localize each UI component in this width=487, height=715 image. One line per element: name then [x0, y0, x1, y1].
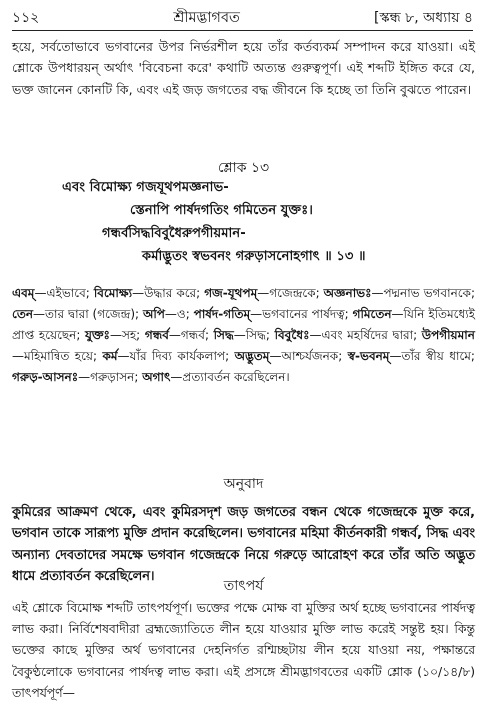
- synonym-meaning: যিনি ইতিমধ্যেই প্রাপ্ত হয়েছেন;: [12, 306, 475, 342]
- translation-heading: অনুবাদ: [223, 476, 264, 492]
- synonym-meaning: গন্ধর্ব;: [180, 327, 209, 342]
- synonym-word: অজ্ঞনাভঃ: [323, 286, 372, 300]
- synonym-word: কর্ম: [102, 348, 118, 363]
- verse-heading: শ্লোক ১৩: [217, 160, 270, 176]
- page-number: ১১২: [12, 10, 40, 26]
- verse-line: স্তেনাপি পার্ষদগতিং গমিতেন যুক্তঃ।: [130, 203, 313, 218]
- synonym-meaning: প্রত্যাবর্তন করেছিলেন।: [182, 369, 290, 384]
- synonym-word: গন্ধর্ব: [144, 327, 169, 342]
- synonym-meaning: এবং মহর্ষিদের দ্বারা;: [321, 327, 418, 342]
- synonym-meaning: সহ;: [121, 327, 141, 342]
- synonym-word: অদ্ভুতম্: [234, 348, 270, 363]
- purport-heading: তাৎপর্য: [223, 578, 264, 594]
- synonym-meaning: ভগবানের পার্ষদত্ব;: [262, 306, 349, 321]
- synonym-word: অপি: [142, 306, 165, 321]
- synonym-word: বিমোক্ষ্য: [93, 286, 133, 300]
- synonyms-block: এবম্—এইভাবে; বিমোক্ষ্য—উদ্ধার করে; গজ-যূথপম্—গজেন্দ্রকে; অজ্ঞনাভঃ—পদ্মনাভ ভগবানকে; তেন—তার দ্বারা (গজেন্দ্র); অপি—ও; পার্ষদ-গতিম্—ভগবানের পার্ষদত্ব; গমিতেন—যিনি ইতিমধ্যেই প্রাপ্ত হয়েছেন; যুক্তঃ—সহ; গন্ধর্ব—গন্ধর্ব; সিদ্ধ—সিদ্ধ; বিবুধৈঃ—এবং মহর্ষিদের দ্বারা; উপগীয়মান—মহিমান্বিত হয়ে; কর্ম—যাঁর দিব্য কার্যকলাপ; অদ্ভুতম্—আশ্চর্যজনক; স্ব-ভবনম্—তাঁর স্বীয় ধামে; গরুড়-আসনঃ—গরুড়াসন; অগাৎ—প্রত্যাবর্তন করেছিলেন।: [12, 286, 475, 384]
- synonym-meaning: সিদ্ধ;: [245, 327, 270, 342]
- synonym-word: এবম্: [12, 286, 35, 300]
- synonym-meaning: ও;: [176, 306, 190, 321]
- verse-line: গন্ধর্বসিদ্ধবিবুধৈরুপগীয়মান-: [102, 226, 246, 241]
- intro-paragraph: হয়ে, সর্বতোভাবে ভগবানের উপর নির্ভরশীল হয়ে তাঁর কর্তব্যকর্ম সম্পাদন করে যাওয়া। এই শ্লোকে উপধারয়ন্ অর্থাৎ 'বিবেচনা করে' কথাটি অত্যন্ত গুরুত্বপূর্ণ। এই শব্দটি ইঙ্গিত করে যে, ভক্ত জানেন কোনটি কি, এবং এই জড় জগতের বদ্ধ জীবনে কি হচ্ছে তা তিনি বুঝতে পারেন।: [12, 39, 475, 97]
- synonym-word: যুক্তঃ: [84, 327, 110, 342]
- synonym-word: সিদ্ধ: [213, 327, 234, 342]
- synonym-word: স্ব-ভবনম্: [347, 348, 390, 363]
- synonym-meaning: তার দ্বারা (গজেন্দ্র);: [45, 306, 140, 321]
- synonym-word: উপগীয়মান: [421, 327, 475, 342]
- synonym-word: তেন: [12, 306, 34, 321]
- synonym-meaning: এইভাবে;: [46, 286, 90, 300]
- synonym-word: বিবুধৈঃ: [274, 327, 310, 342]
- chapter-reference: [স্কন্ধ ৮, অধ্যায় ৪: [374, 10, 473, 26]
- sanskrit-verse: [50, 176, 457, 268]
- verse-line: এবং বিমোক্ষ্য গজযূথপমজ্ঞনাভ-: [62, 180, 229, 195]
- page-header: [12, 6, 473, 31]
- synonym-meaning: যাঁর দিব্য কার্যকলাপ;: [129, 348, 230, 363]
- book-title: শ্রীমদ্ভাগবত: [173, 10, 240, 26]
- verse-line: কর্মাদ্ভুতং স্বভবনং গরুড়াসনোহগাৎ ॥ ১৩ ॥: [142, 249, 366, 264]
- synonym-meaning: তাঁর স্বীয় ধামে;: [401, 348, 475, 363]
- purport-paragraph: এই শ্লোকে বিমোক্ষ শব্দটি তাৎপর্যপূর্ণ। ভক্তের পক্ষে মোক্ষ বা মুক্তির অর্থ হচ্ছে ভগবানের পার্ষদত্ব লাভ করা। নির্বিশেষবাদীরা ব্রহ্মজ্যোতিতে লীন হয়ে যাওয়ার মুক্তি লাভ করেই সন্তুষ্ট হয়। কিন্তু ভক্তের কাছে মুক্তির অর্থ ভগবানের দেহনির্গত রশ্মিচ্ছটায় লীন হয়ে যাওয়া নয়, পক্ষান্তরে বৈকুণ্ঠলোকে ভগবানের পার্ষদত্ব লাভ করা। এই প্রসঙ্গে শ্রীমদ্ভাগবতের একটি শ্লোক (১০/১৪/৮) তাৎপর্যপূর্ণ—: [12, 601, 475, 700]
- synonym-meaning: উদ্ধার করে;: [144, 286, 201, 300]
- synonym-word: পার্ষদ-গতিম্: [193, 306, 251, 321]
- synonym-word: গরুড়-আসনঃ: [12, 369, 79, 384]
- synonym-word: গমিতেন: [352, 306, 392, 321]
- synonym-meaning: মহিমান্বিত হয়ে;: [24, 348, 98, 363]
- synonym-meaning: পদ্মনাভ ভগবানকে;: [383, 286, 475, 300]
- synonym-word: অগাৎ: [142, 369, 171, 384]
- translation-paragraph: কুমিরের আক্রমণ থেকে, এবং কুমিরসদৃশ জড় জগতের বন্ধন থেকে গজেন্দ্রকে মুক্ত করে, ভগবান তাকে সারূপ্য মুক্তি প্রদান করেছিলেন। ভগবানের মহিমা কীর্তনকারী গন্ধর্ব, সিদ্ধ এবং অন্যান্য দেবতাদের সমক্ষে ভগবান গজেন্দ্রকে নিয়ে গরুড়ে আরোহণ করে তাঁর অতি অদ্ভুত ধামে প্রত্যাবর্তন করেছিলেন।: [12, 505, 475, 585]
- synonym-meaning: গজেন্দ্রকে;: [269, 286, 320, 300]
- synonym-meaning: গরুড়াসন;: [90, 369, 139, 384]
- synonym-word: গজ-যূথপম্: [204, 286, 258, 300]
- synonym-meaning: আশ্চর্যজনক;: [281, 348, 343, 363]
